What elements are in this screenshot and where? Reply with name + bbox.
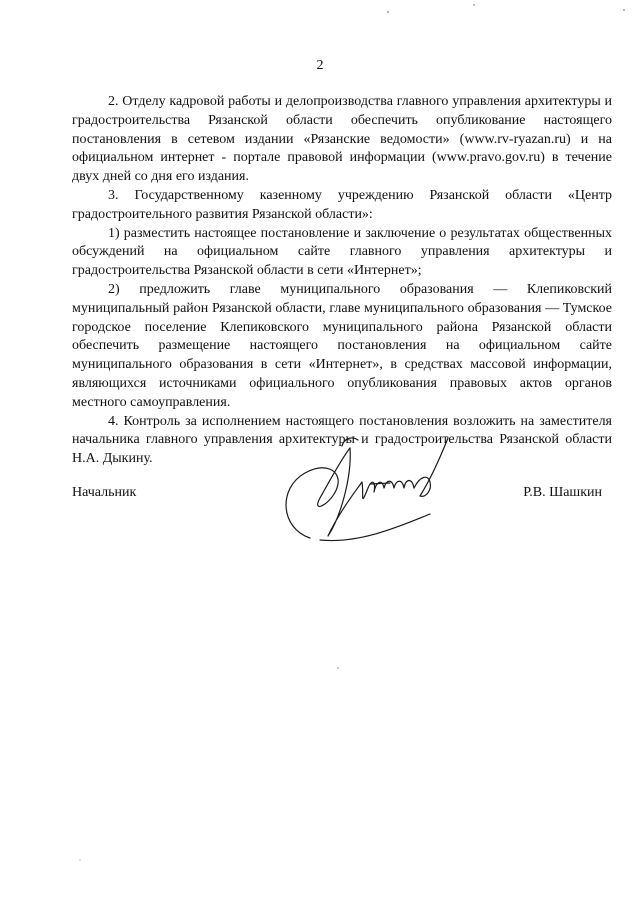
paragraph-3-2: 2) предложить главе муниципального образования — Клепиковский муниципальный район Рязанской области, главе муниципального образования — Тумское городское поселение Клепиковского муниципального района Рязанской области обеспечить размещение настоящего постановления на официальном сайте муниципального образования в сети «Интернет», в средствах массовой информации, являющихся источниками официального опубликования правовых актов органов местного самоуправления. xyxy=(72,281,612,410)
document-body xyxy=(72,93,612,469)
page-number: 2 xyxy=(316,58,324,73)
signatory-title: Начальник xyxy=(72,485,137,500)
handwritten-signature xyxy=(280,418,490,558)
signatory-name: Р.В. Шашкин xyxy=(523,485,602,500)
paragraph-4: 4. Контроль за исполнением настоящего постановления возложить на заместителя начальника главного управления архитектуры и градостроительства Рязанской области Н.А. Дыкину. xyxy=(72,413,612,467)
paragraph-2: 2. Отделу кадровой работы и делопроизводства главного управления архитектуры и градостроительства Рязанской области обеспечить опубликование настоящего постановления в сетевом издании «Рязанские ведомости» (www.rv-ryazan.ru) и на официальном интернет - портале правовой информации (www.pravo.gov.ru) в течение двух дней со дня его издания. xyxy=(72,94,612,185)
paragraph-3-1: 1) разместить настоящее постановление и заключение о результатах общественных обсуждений на официальном сайте главного управления архитектуры и градостроительства Рязанской области в сети «Интернет»; xyxy=(72,225,612,279)
paragraph-3: 3. Государственному казенному учреждению Рязанской области «Центр градостроительного развития Рязанской области»: xyxy=(72,187,612,222)
